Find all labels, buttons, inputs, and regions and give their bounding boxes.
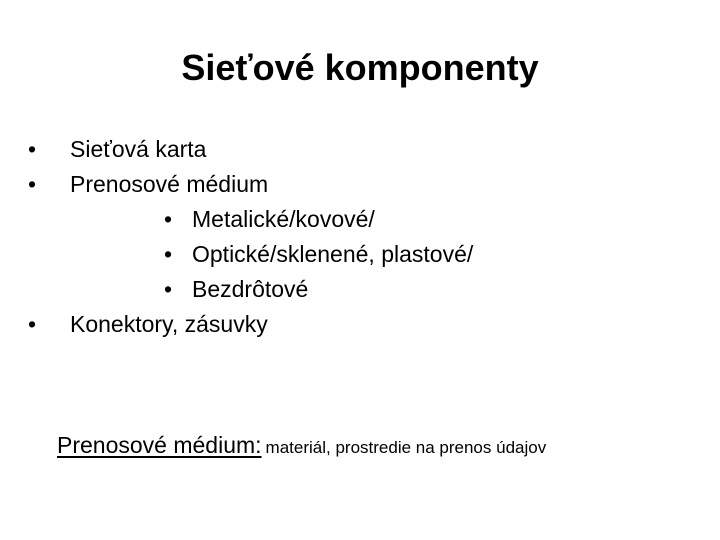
bullet-dot-icon: • (28, 136, 37, 162)
bullet-dot-icon: • (28, 311, 37, 337)
bullet-dot-icon: • (28, 171, 37, 197)
bullet-item (28, 132, 473, 167)
sub-bullet-item (28, 202, 473, 237)
sub-bullet-text: Metalické/kovové/ (192, 206, 375, 232)
bullet-item (28, 167, 473, 202)
definition-term: Prenosové médium: (57, 432, 262, 458)
bullet-text: Konektory, zásuvky (70, 311, 268, 337)
slide-title: Sieťové komponenty (181, 47, 539, 88)
bullet-text: Prenosové médium (70, 171, 269, 197)
sub-bullet-item (28, 237, 473, 272)
bullet-dot-icon: • (164, 276, 173, 302)
definition-line (57, 432, 546, 459)
sub-bullet-text: Bezdrôtové (192, 276, 309, 302)
sub-bullet-text: Optické/sklenené, plastové/ (192, 241, 474, 267)
bullet-dot-icon: • (164, 241, 173, 267)
bullet-list (28, 132, 473, 342)
bullet-dot-icon: • (164, 206, 173, 232)
bullet-text: Sieťová karta (70, 136, 207, 162)
sub-bullet-item (28, 272, 473, 307)
bullet-item (28, 307, 473, 342)
definition-description: materiál, prostredie na prenos údajov (265, 438, 547, 457)
